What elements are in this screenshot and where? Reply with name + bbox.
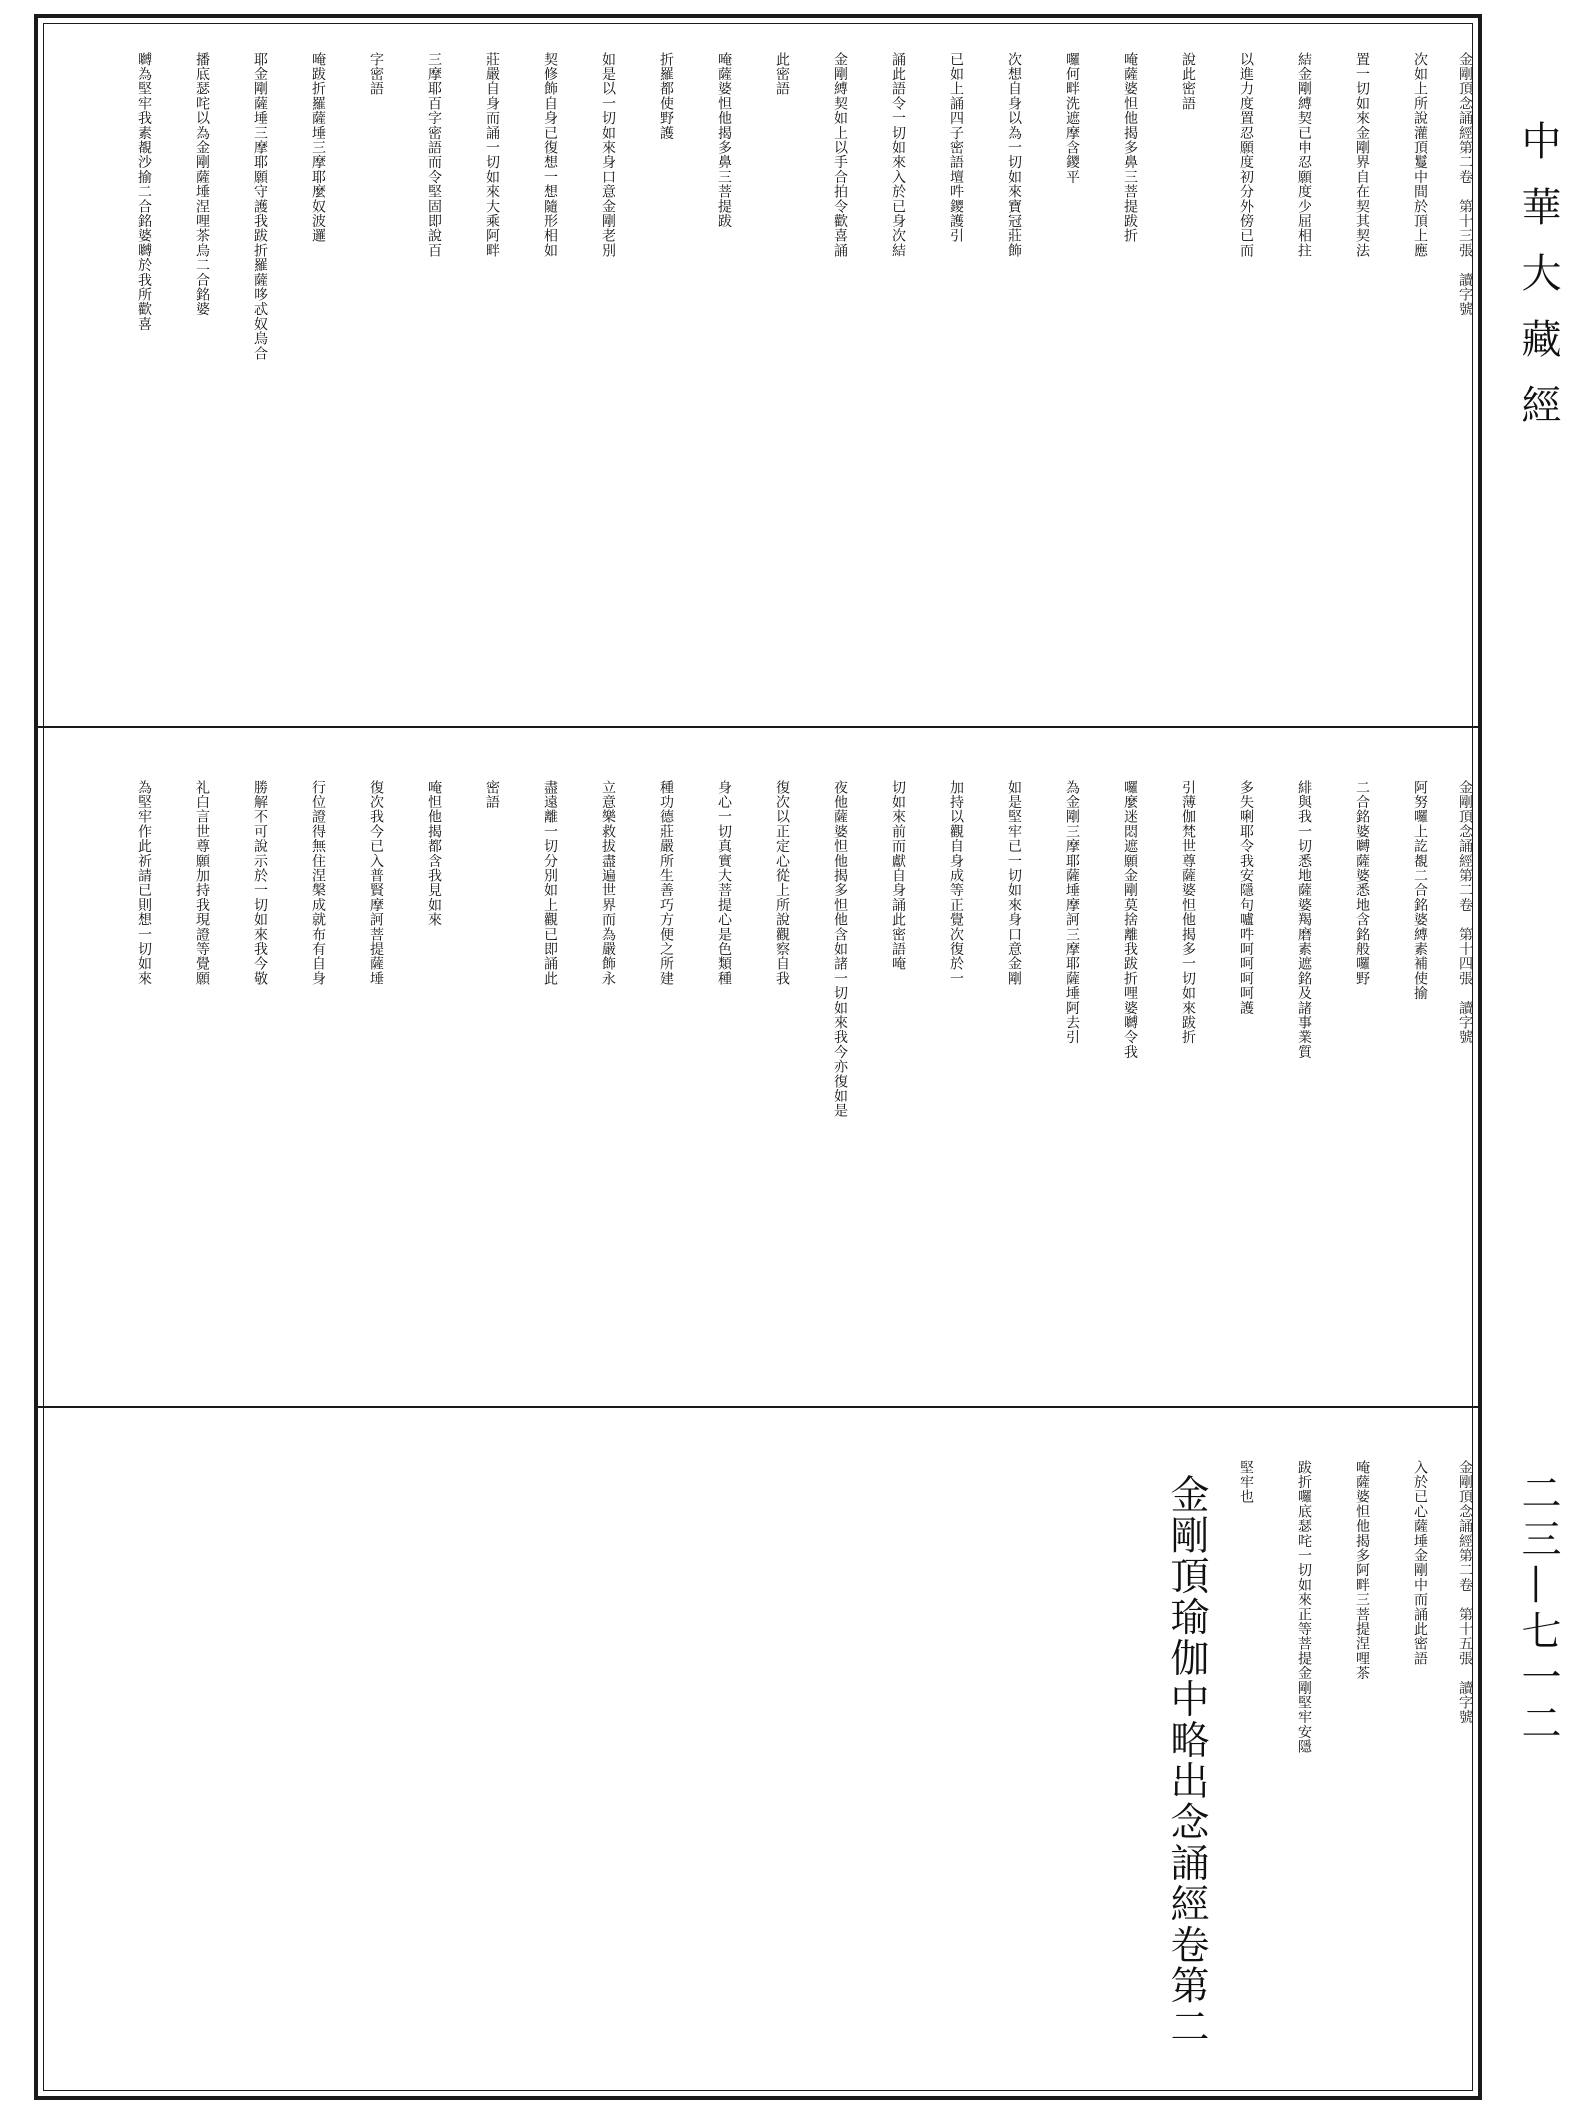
text-line: 如是堅牢已一切如來身口意金剛 (1006, 780, 1022, 986)
running-header: 金剛頂念誦經第二卷 第十五張 讀字號 (1457, 1460, 1473, 1725)
text-line: 立意樂救拔盡遍世界而為嚴飾永 (600, 780, 616, 986)
text-line: 夜他薩婆怛他揭多怛他含如諸一切如來我今亦復如是 (832, 780, 848, 1119)
text-line: 密語 (484, 780, 500, 810)
text-line: 囉何畔洗遮摩含鑁平 (1064, 52, 1080, 185)
text-line: 唵薩婆怛他揭多鼻三菩提跋折 (1122, 52, 1138, 244)
text-line: 引薄伽梵世尊薩婆怛他揭多一切如來跋折 (1180, 780, 1196, 1045)
text-panel-2 (106, 780, 1476, 1392)
text-line: 阿努囉上訖覩二合銘婆縛素補使揄 (1412, 780, 1428, 1001)
text-line: 金剛縛契如上以手合拍令歡喜誦 (832, 52, 848, 258)
text-line: 盡遠離一切分別如上觀已即誦此 (542, 780, 558, 986)
text-line: 復次以正定心從上所說觀察自我 (774, 780, 790, 986)
text-line: 二合銘婆嚩薩婆悉地含銘般囉野 (1354, 780, 1370, 986)
section-divider-1 (34, 726, 1482, 728)
text-line: 折羅都使野護 (658, 52, 674, 141)
text-panel-1 (106, 52, 1476, 712)
text-panel-3 (1146, 1460, 1476, 2080)
text-line: 耶金剛薩埵三摩耶願守護我跋折羅薩哆忒奴烏合 (252, 52, 268, 361)
text-line: 唵怛他揭都含我見如來 (426, 780, 442, 927)
text-line: 種功德莊嚴所生善巧方便之所建 (658, 780, 674, 986)
text-line: 置一切如來金剛界自在契其契法 (1354, 52, 1370, 258)
text-line: 字密語 (368, 52, 384, 97)
text-line: 礼白言世尊願加持我現證等覺願 (194, 780, 210, 986)
text-line: 次想自身以為一切如來寶冠莊飾 (1006, 52, 1022, 258)
text-line: 已如上誦四子密語壇吽鑁護引 (948, 52, 964, 244)
text-line: 莊嚴自身而誦一切如來大乘阿畔 (484, 52, 500, 258)
collection-title: 中華大藏經 (1515, 120, 1561, 450)
text-line: 播底瑟咤以為金剛薩埵涅哩茶烏二合銘婆 (194, 52, 210, 317)
text-line: 多失唎耶令我安隱句嚧吽呵呵呵呵護 (1238, 780, 1254, 1016)
text-line: 契修飾自身已復想一想隨形相如 (542, 52, 558, 258)
text-line: 如是以一切如來身口意金剛老別 (600, 52, 616, 258)
text-line: 唵跋折羅薩埵三摩耶麼奴波邏 (310, 52, 326, 244)
text-line: 緋與我一切悉地薩婆羯磨素遮銘及諸事業質 (1296, 780, 1312, 1060)
running-header: 金剛頂念誦經第二卷 第十三張 讀字號 (1457, 52, 1473, 317)
text-line: 身心一切真實大菩提心是色類種 (716, 780, 732, 986)
text-line: 復次我今已入普賢摩訶菩提薩埵 (368, 780, 384, 986)
text-line: 堅牢也 (1238, 1460, 1254, 1505)
text-line: 三摩耶百字密語而令堅固即說百 (426, 52, 442, 258)
running-header: 金剛頂念誦經第二卷 第十四張 讀字號 (1457, 780, 1473, 1045)
text-line: 結金剛縛契已申忍願度少屈相拄 (1296, 52, 1312, 258)
text-line: 誦此語令一切如來入於已身次結 (890, 52, 906, 258)
scroll-end-title: 金剛頂瑜伽中略出念誦經卷第二 (1164, 1474, 1209, 2048)
text-line: 說此密語 (1180, 52, 1196, 111)
text-line: 加持以觀自身成等正覺次復於一 (948, 780, 964, 986)
text-line: 跋折囉底瑟咤一切如來正等菩提金剛堅牢安隱 (1296, 1460, 1312, 1754)
text-line: 此密語 (774, 52, 790, 97)
text-line: 次如上所說灌頂鬘中間於頂上應 (1412, 52, 1428, 258)
section-divider-2 (34, 1406, 1482, 1408)
text-line: 為堅牢作此祈請已則想一切如來 (136, 780, 152, 986)
text-line: 入於已心薩埵金剛中而誦此密語 (1412, 1460, 1428, 1666)
text-line: 以進力度置忍願度初分外傍已而 (1238, 52, 1254, 258)
text-line: 唵薩婆怛他揭多阿畔三菩提涅哩茶 (1354, 1460, 1370, 1681)
text-line: 為金剛三摩耶薩埵摩訶三摩耶薩埵阿去引 (1064, 780, 1080, 1045)
text-line: 囉麼迷悶遮願金剛莫捨離我跋折哩婆嚩令我 (1122, 780, 1138, 1060)
text-line: 行位證得無住涅槃成就布有自身 (310, 780, 326, 986)
text-line: 勝解不可說示於一切如來我今敬 (252, 780, 268, 986)
text-line: 嚩為堅牢我素覩沙揄二合銘婆嚩於我所歡喜 (136, 52, 152, 332)
page-number: 二三—七一二 (1515, 1472, 1561, 1748)
text-line: 切如來前而獻自身誦此密語唵 (890, 780, 906, 972)
text-line: 唵薩婆怛他揭多鼻三菩提跋 (716, 52, 732, 229)
